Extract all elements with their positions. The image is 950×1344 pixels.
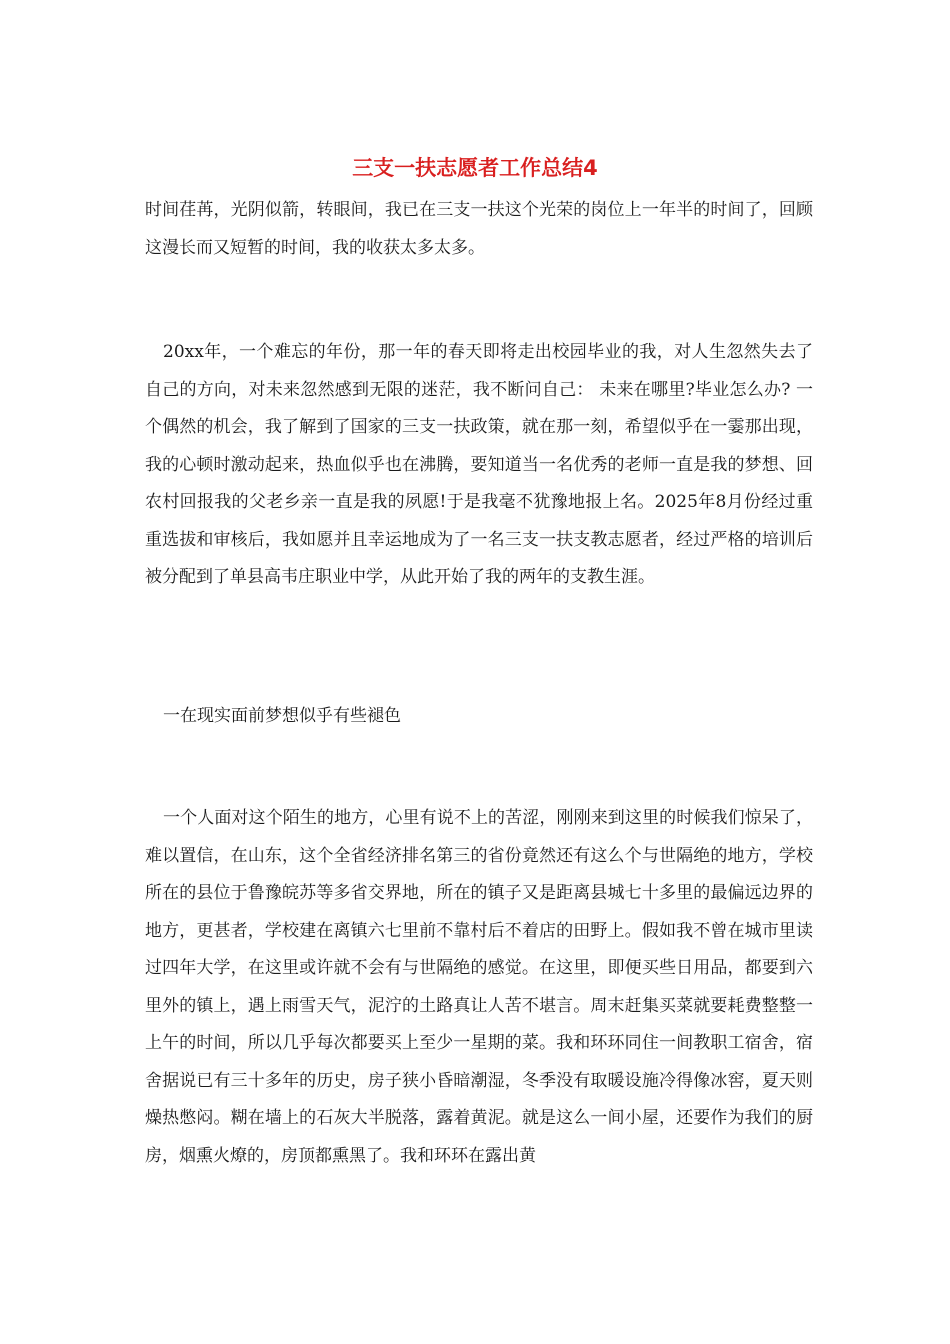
paragraph-intro: 时间荏苒，光阴似箭，转眼间，我已在三支一扶这个光荣的岗位上一年半的时间了，回顾这漫长而又短暂的时间，我的收获太多太多。 <box>145 200 813 258</box>
paragraph-reality: 一个人面对这个陌生的地方，心里有说不上的苦涩，刚刚来到这里的时候我们惊呆了，难以置信，在山东，这个全省经济排名第三的省份竟然还有这么个与世隔绝的地方，学校所在的县位于鲁豫皖苏等多省交界地，所在的镇子又是距离县城七十多里的最偏远边界的地方，更甚者，学校建在离镇六七里前不靠村后不着店的田野上。假如我不曾在城市里读过四年大学，在这里或许就不会有与世隔绝的感觉。在这里，即便买些日用品，都要到六里外的镇上，遇上雨雪天气，泥泞的土路真让人苦不堪言。周末赶集买菜就要耗费整整一上午的时间，所以几乎每次都要买上至少一星期的菜。我和环环同住一间教职工宿舍，宿舍据说已有三十多年的历史，房子狭小昏暗潮湿，冬季没有取暖设施冷得像冰窖，夏天则燥热憋闷。糊在墙上的石灰大半脱落，露着黄泥。就是这么一间小屋，还要作为我们的厨房，烟熏火燎的，房顶都熏黑了。我和环环在露出黄 <box>145 808 813 1166</box>
section-heading: 一在现实面前梦想似乎有些褪色 <box>163 706 401 726</box>
document-title: 三支一扶志愿者工作总结4 <box>352 156 598 180</box>
paragraph-background: 20xx年，一个难忘的年份，那一年的春天即将走出校园毕业的我，对人生忽然失去了自己的方向，对未来忽然感到无限的迷茫，我不断问自己： 未来在哪里?毕业怎么办? 一个偶然的机会，我了解到了国家的三支一扶政策，就在那一刻，希望似乎在一霎那出现，我的心顿时激动起来，热血似乎也在沸腾，要知道当一名优秀的老师一直是我的梦想、回农村回报我的父老乡亲一直是我的夙愿!于是我毫不犹豫地报上名。2025年8月份经过重重选拔和审核后，我如愿并且幸运地成为了一名三支一扶支教志愿者，经过严格的培训后被分配到了单县高韦庄职业中学，从此开始了我的两年的支教生涯。 <box>145 342 813 587</box>
